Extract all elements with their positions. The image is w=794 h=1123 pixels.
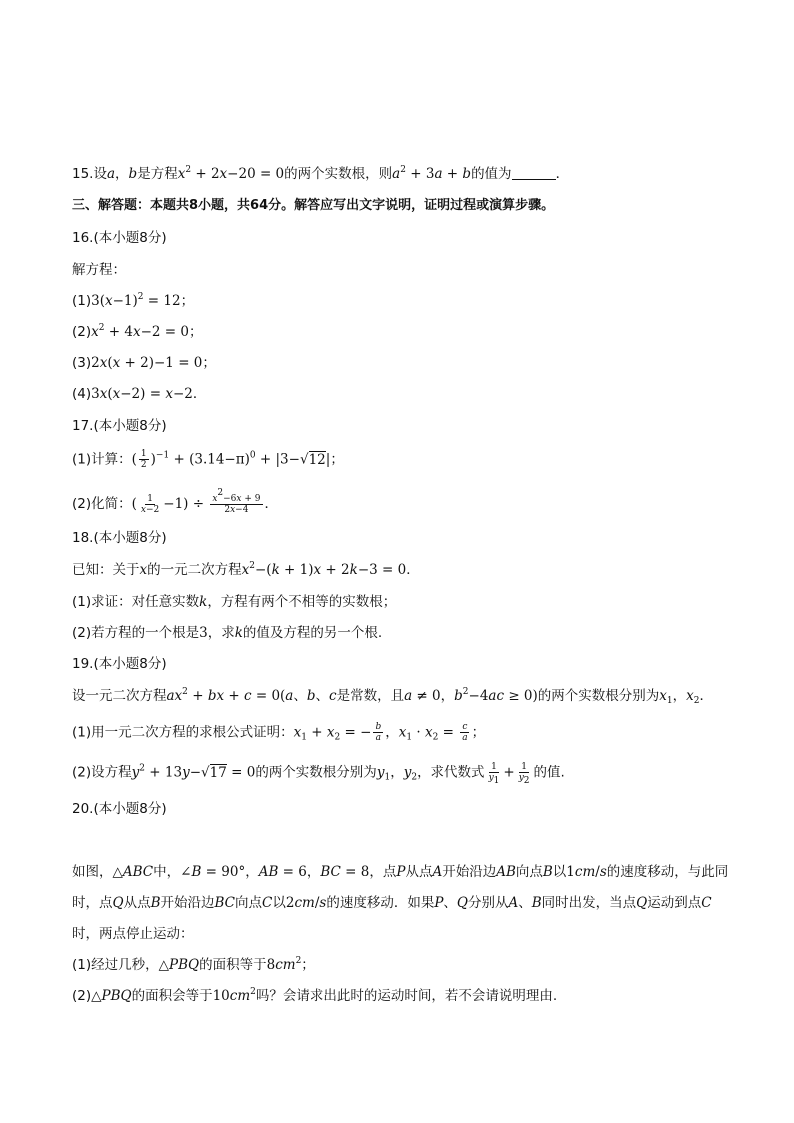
question-19-header: 19.(本小题8分) (72, 656, 167, 672)
question-16-item-3: (3)2x(x + 2)−1 = 0； (72, 355, 216, 371)
question-19-intro: 设一元二次方程$ax^2$ + bx + c = 0(a、b、c是常数，且a ≠ 0，$b^2-4ac \ge 0$)的两个实数根分别为$x_1$，$x_2$． (72, 687, 713, 706)
question-20-para-2: 时，点Q从点B开始沿边BC向点C以2cm/s的速度移动．如果P、Q分别从A、B同时出发，当点Q运动到点C (72, 895, 712, 911)
question-20-para-3: 时，两点停止运动： (72, 926, 194, 942)
question-16-item-2: $(2)x^2 + 4x-2 = 0$； (72, 323, 203, 340)
question-17-header: 17.(本小题8分) (72, 418, 167, 434)
question-19-item-2: (2)设方程$y^2 + 13y-√17 = 0$的两个实数根分别为$y_1$，$y_2$，求代数式 $\frac{1}{y_1}$ + $\frac{1}{y_2}$ 的值. (72, 762, 565, 786)
q15-label: 15.设 (72, 166, 107, 182)
question-18-item-1: (1)求证：对任意实数k，方程有两个不相等的实数根； (72, 594, 397, 610)
question-20-item-2: (2)△PBQ的面积会等于$10cm^2$吗？会请求出此时的运动时间，若不会请说明理由. (72, 987, 558, 1004)
answer-blank (512, 165, 556, 180)
question-20-item-1: (1)经过几秒，△PBQ的面积等于$8cm^2$； (72, 956, 315, 973)
question-17-item-2: (2)化简：( $\frac{1}{x-2}$ −1) ÷ $\frac{x^2-6x + 9}{2x-4}$ ． (72, 488, 278, 515)
question-18-item-2: (2)若方程的一个根是3，求k的值及方程的另一个根. (72, 625, 383, 641)
question-16-item-4: (4)3x(x−2) = x−2． (72, 386, 207, 402)
question-18-intro: 已知：关于x的一元二次方程$x^2-(k + 1)x + 2k-3 = 0$． (72, 561, 420, 578)
question-17-item-1: (1)计算：( $\frac{1}{2}$ )$^{-1} + (3.14-\pi)^0 + |3-√12|$； (72, 449, 344, 470)
section-3-title: 三、解答题：本题共8小题，共64分。解答应写出文字说明，证明过程或演算步骤。 (72, 198, 555, 213)
question-15: 15.设a，b是方程$x^2 + 2x-20 = 0$的两个实数根，则$a^2 + 3a + b$的值为 ． (72, 165, 570, 182)
question-16-header: 16.(本小题8分) (72, 230, 167, 246)
question-20-header: 20.(本小题8分) (72, 801, 167, 817)
question-20-para-1: 如图，△ABC中，∠B = 90°，AB = 6，BC = 8，点P从点A开始沿边AB向点B以1cm/s的速度移动，与此同 (72, 864, 729, 880)
question-16-intro: 解方程： (72, 262, 126, 278)
question-16-item-1: $(1)3(x-1)^2 = 12$； (72, 292, 195, 309)
question-18-header: 18.(本小题8分) (72, 530, 167, 546)
question-19-item-1: (1)用一元二次方程的求根公式证明：$x_1 + x_2$ = − $\frac{b}{a}$ ，$x_1 \cdot x_2$ = $\frac{c}{a}$ ； (72, 722, 486, 743)
